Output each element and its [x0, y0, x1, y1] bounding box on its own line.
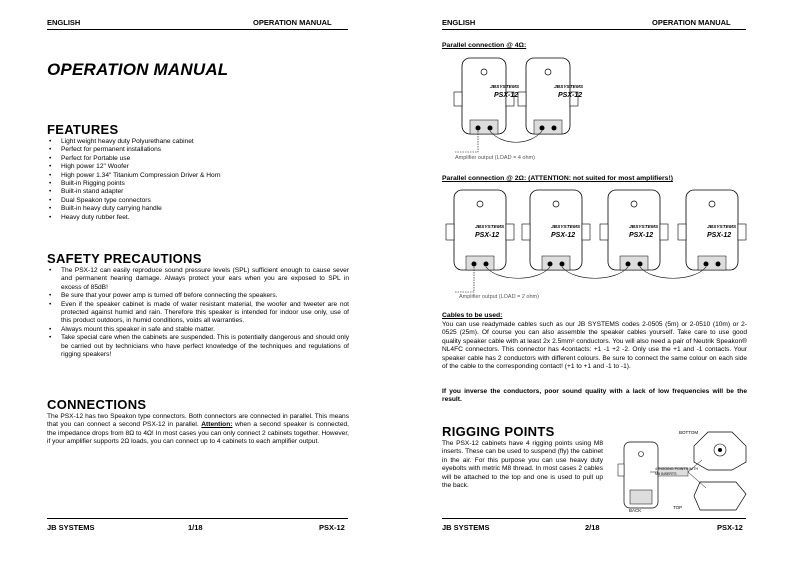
speaker-brand-label: JBSYSTEMS	[554, 85, 584, 90]
speaker-cabinet	[600, 190, 668, 270]
parallel-2ohm-diagram	[442, 186, 750, 302]
footer-page-number: 2/18	[585, 523, 600, 532]
speaker-brand-label: JBSYSTEMS	[475, 225, 505, 230]
list-item: • Heavy duty rubber feet.	[47, 214, 347, 222]
list-item: • Built-in heavy duty carrying handle	[47, 205, 347, 213]
speaker-brand-label: JBSYSTEMS	[490, 85, 520, 90]
list-item: • High power 12" Woofer	[47, 163, 347, 171]
parallel-2ohm-caption: Parallel connection @ 2Ω: (ATTENTION: not suited for most amplifiers!)	[442, 175, 673, 182]
amplifier-output-2ohm: Amplifier output (LOAD = 2 ohm)	[459, 294, 539, 300]
list-item: • Perfect for Portable use	[47, 155, 347, 163]
rigging-label-top: TOP	[673, 505, 683, 510]
attention-body: when a second speaker is connected, the impedance drops from 8Ω to 4Ω! In most cases you can only connect 2 cabinets together. However, if your amplifier supports 2Ω loads, you can connect up to 4 cabinets to each amplifier output.	[47, 421, 349, 446]
rigging-text: The PSX-12 cabinets have 4 rigging points using M8 inserts. These can be used to suspend (fly) the cabinet in the air. For this purpose you can use heavy duty eyebolts with metric M8 thread. In most cases 2 cables will be attached to the top and one is used to pull up the back.	[442, 440, 603, 490]
header-rule	[47, 29, 348, 30]
list-item: • Dual Speakon type connectors	[47, 197, 347, 205]
cables-heading: Cables to be used:	[442, 312, 503, 319]
footer-rule	[442, 518, 746, 519]
list-item: • High power 1.34" Titanium Compression Driver & Horn	[47, 172, 347, 180]
cables-text: You can use readymade cables such as our JB SYSTEMS codes 2-0505 (5m) or 2-0510 (10m) or 2-0525 (25m). Of course you can also assemble the speaker cables yourself. Take care to use good quality speaker cable with at least 2x 2.5mm² conductors. You will also need a pair of Neutrik Speakon® NL4FC connectors. This connector has 4contacts: +1 -1 +2 -2. Only use the +1 and -1 contacts. Your speaker cable has 2 conductors with different colours. Be sure to connect the same colour on each side of the cable to the corresponding contact! (+1 to +1 and -1 to -1).	[442, 321, 747, 371]
list-item: • The PSX-12 can easily reproduce sound pressure levels (SPL) sufficient enough to cause sever and permanent hearing damage. Always protect your ears when you are exposed to SPL in excess of 85dB!	[47, 267, 349, 292]
speaker-model-label: PSX-12	[475, 232, 500, 239]
list-item: • Light weight heavy duty Polyurethane cabinet	[47, 138, 347, 146]
cables-warning: If you inverse the conductors, poor sound quality with a lack of low frequencies will be the result.	[442, 388, 747, 404]
page-title: OPERATION MANUAL	[47, 60, 229, 79]
footer-model: PSX-12	[319, 523, 345, 532]
rigging-heading: RIGGING POINTS	[442, 424, 555, 439]
connections-text	[47, 413, 349, 447]
header-language: ENGLISH	[442, 18, 476, 27]
header-title: OPERATION MANUAL	[652, 18, 731, 27]
footer-rule	[47, 518, 348, 519]
speaker-brand-label: JBSYSTEMS	[551, 225, 581, 230]
rigging-label-back: BACK	[629, 508, 642, 513]
page-left	[0, 0, 396, 561]
header-rule	[442, 29, 746, 30]
attention-label: Attention:	[201, 421, 233, 429]
speaker-cabinet	[522, 190, 590, 270]
list-item: • Built-in Rigging points	[47, 180, 347, 188]
speaker-cabinet	[678, 190, 746, 270]
speaker-model-label: PSX-12	[551, 232, 576, 239]
list-item: • Always mount this speaker in safe and stable matter.	[47, 326, 349, 334]
footer-brand: JB SYSTEMS	[47, 523, 95, 532]
speaker-model-label: PSX-12	[558, 92, 583, 99]
features-heading: FEATURES	[47, 122, 119, 137]
connections-body: The PSX-12 has two Speakon type connectors. Both connectors are connected in parallel. This means that you can connect a second PSX-12 in parallel.	[47, 413, 349, 429]
parallel-4ohm-diagram	[442, 52, 582, 164]
header-language: ENGLISH	[47, 18, 81, 27]
speaker-top-view	[694, 432, 746, 470]
footer-brand: JB SYSTEMS	[442, 523, 490, 532]
safety-list	[47, 267, 349, 359]
features-list	[47, 138, 347, 222]
speaker-model-label: PSX-12	[629, 232, 654, 239]
speaker-model-label: PSX-12	[707, 232, 732, 239]
speaker-brand-label: JBSYSTEMS	[707, 225, 737, 230]
footer-page-number: 1/18	[188, 523, 203, 532]
header-title: OPERATION MANUAL	[253, 18, 332, 27]
list-item: • Take special care when the cabinets are suspended. This is potentially dangerous and should only be carried out by technicians who have perfect knowledge of the techniques and regulations of rigging speakers!	[47, 334, 349, 359]
list-item: • Built-in stand adapter	[47, 188, 347, 196]
footer-model: PSX-12	[717, 523, 743, 532]
list-item: • Be sure that your power amp is turned off before connecting the speakers.	[47, 292, 349, 300]
rigging-label-bottom: BOTTOM	[679, 430, 699, 435]
safety-heading: SAFETY PRECAUTIONS	[47, 251, 202, 266]
speaker-front-view	[618, 442, 658, 508]
list-item: • Perfect for permanent installations	[47, 146, 347, 154]
speaker-brand-label: JBSYSTEMS	[629, 225, 659, 230]
speaker-cabinet	[446, 190, 514, 270]
rigging-label-points: 4 RIGGING POINTS WITH M8 INSERTS	[655, 467, 699, 476]
page-right	[397, 0, 793, 561]
speaker-side-view	[694, 482, 746, 510]
speaker-model-label: PSX-12	[494, 92, 519, 99]
list-item: • Even if the speaker cabinet is made of water resistant material, the woofer and tweeter are not protected against humid and rain. Therefore this speaker is intended for indoor use only, use of this product outdoors, in humid conditions, voids all warranties.	[47, 301, 349, 326]
amplifier-output-4ohm: Amplifier output (LOAD = 4 ohm)	[455, 155, 535, 161]
connections-heading: CONNECTIONS	[47, 397, 147, 412]
parallel-4ohm-caption: Parallel connection @ 4Ω:	[442, 42, 527, 49]
